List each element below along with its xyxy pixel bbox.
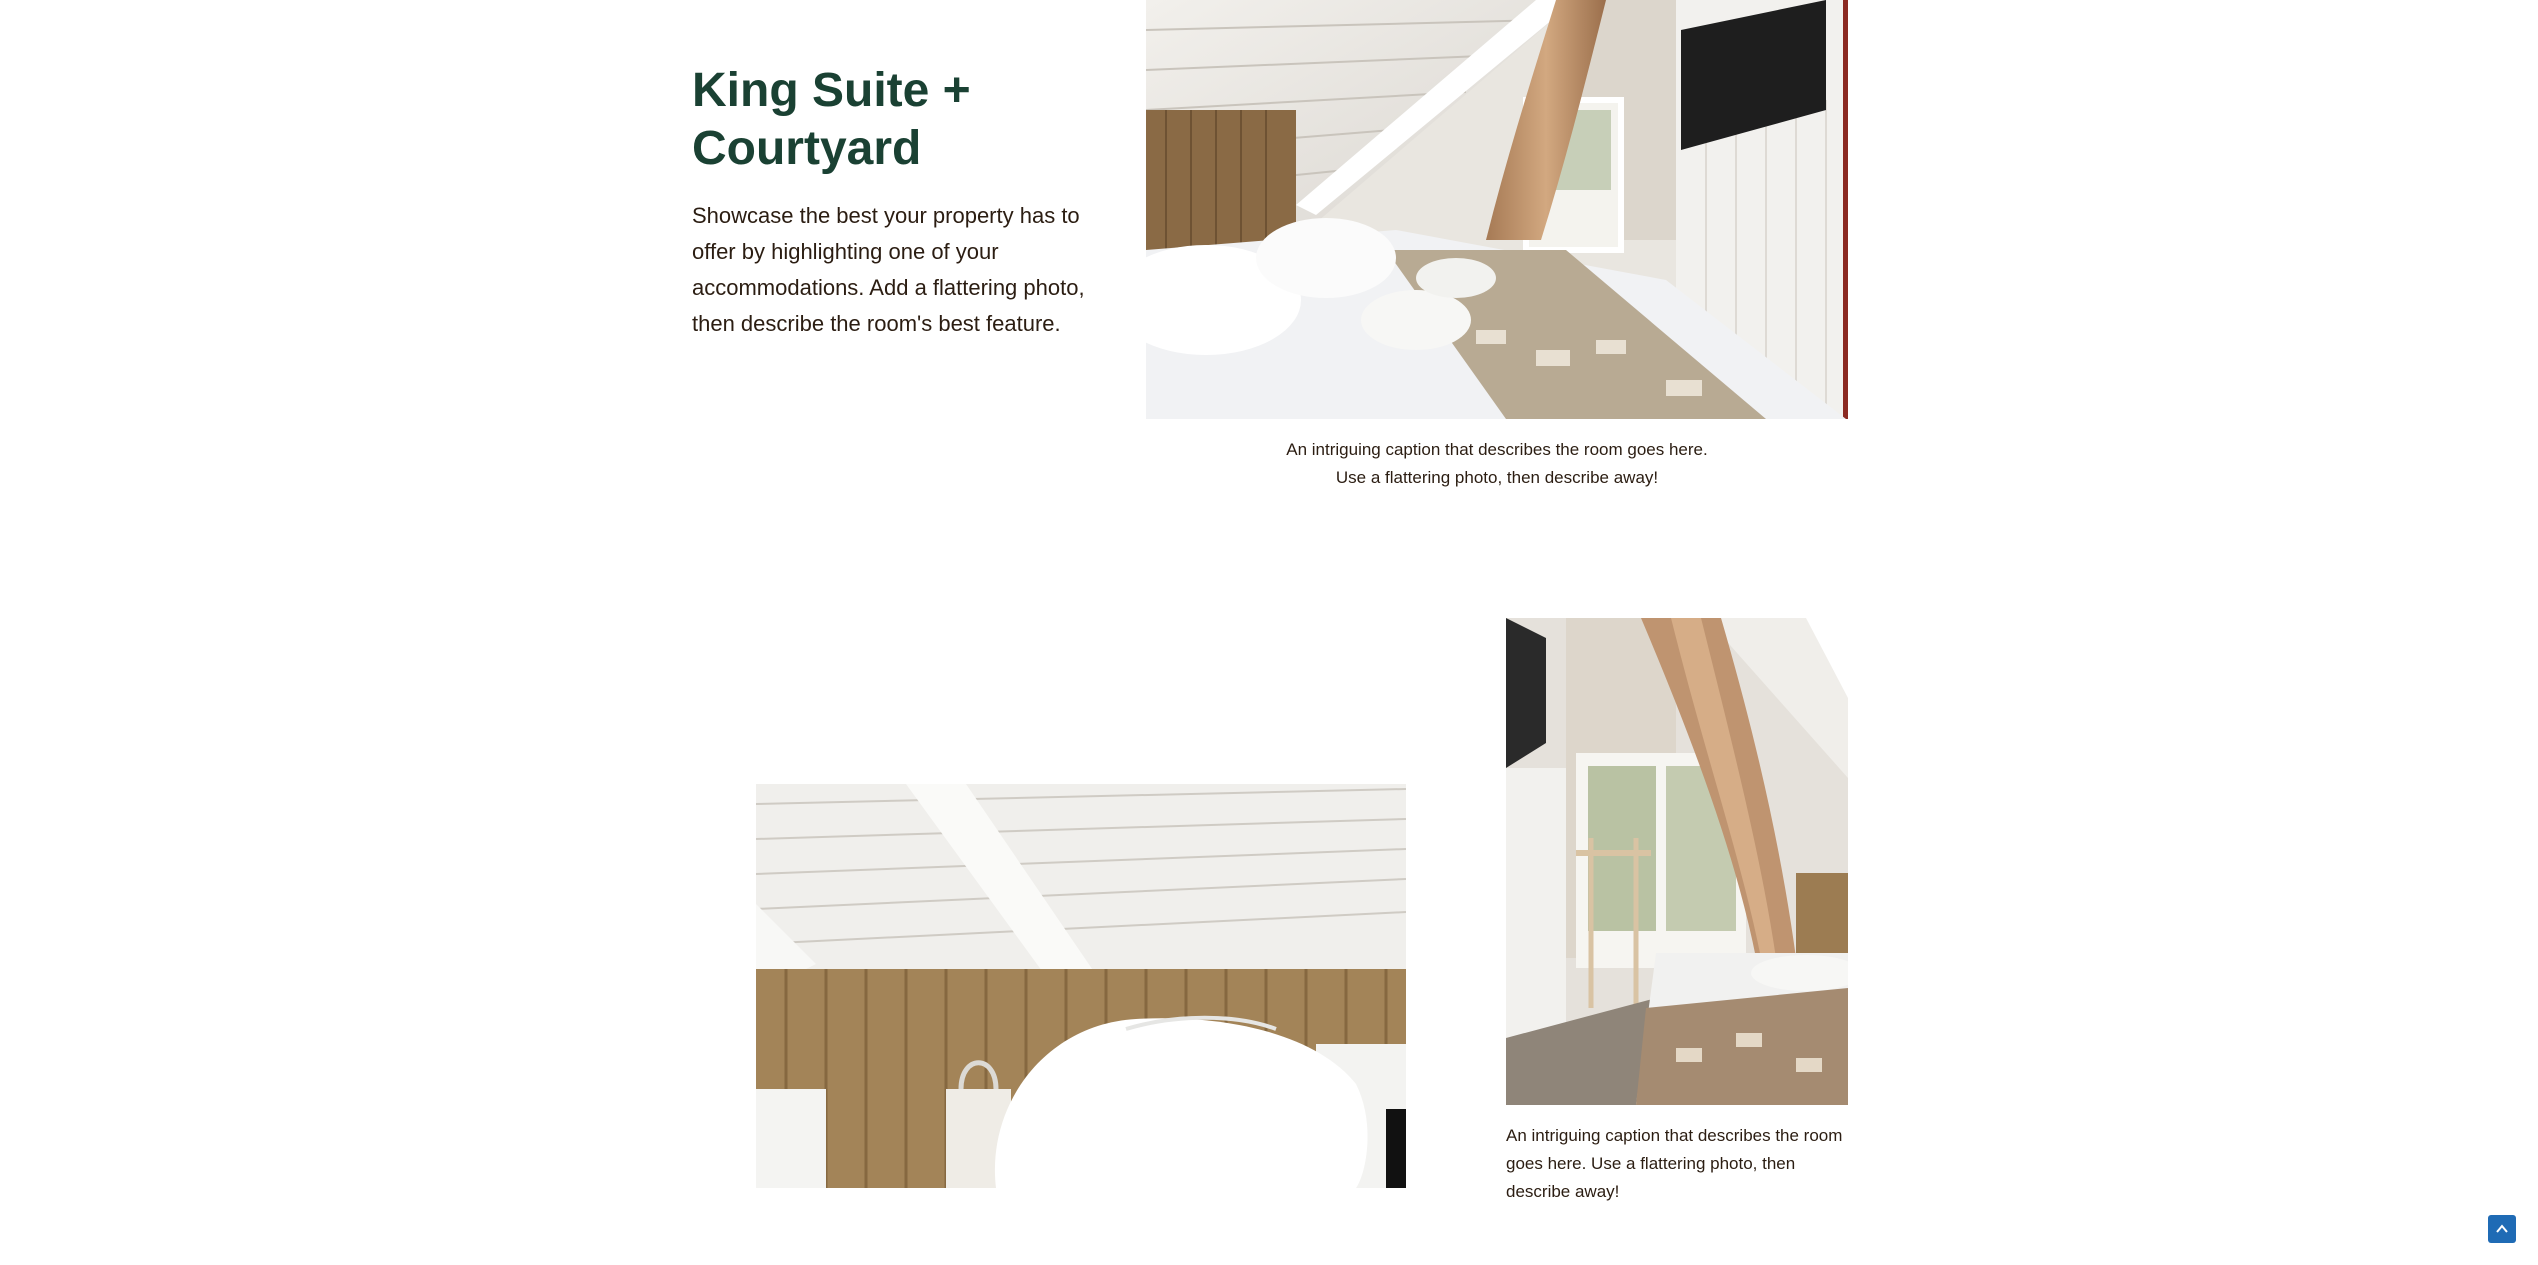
room-title: King Suite + Courtyard	[692, 64, 971, 175]
main-caption-line-1: An intriguing caption that describes the room goes here.	[1286, 440, 1708, 459]
room-description: Showcase the best your property has to offer by highlighting one of your accommodations. Add a flattering photo, then describe the room's best feature.	[692, 203, 1085, 336]
chevron-up-icon	[2494, 1221, 2510, 1237]
secondary-photo-caption: An intriguing caption that describes the room goes here. Use a flattering photo, then describe away!	[1506, 1126, 1843, 1201]
bedroom-photo	[1146, 0, 1848, 419]
window-photo	[1506, 618, 1848, 1105]
scroll-to-top-button[interactable]	[2488, 1215, 2516, 1243]
pillows-photo	[756, 784, 1406, 1188]
main-photo-caption	[1146, 436, 1848, 492]
main-caption-line-2: Use a flattering photo, then describe away!	[1335, 468, 1659, 487]
